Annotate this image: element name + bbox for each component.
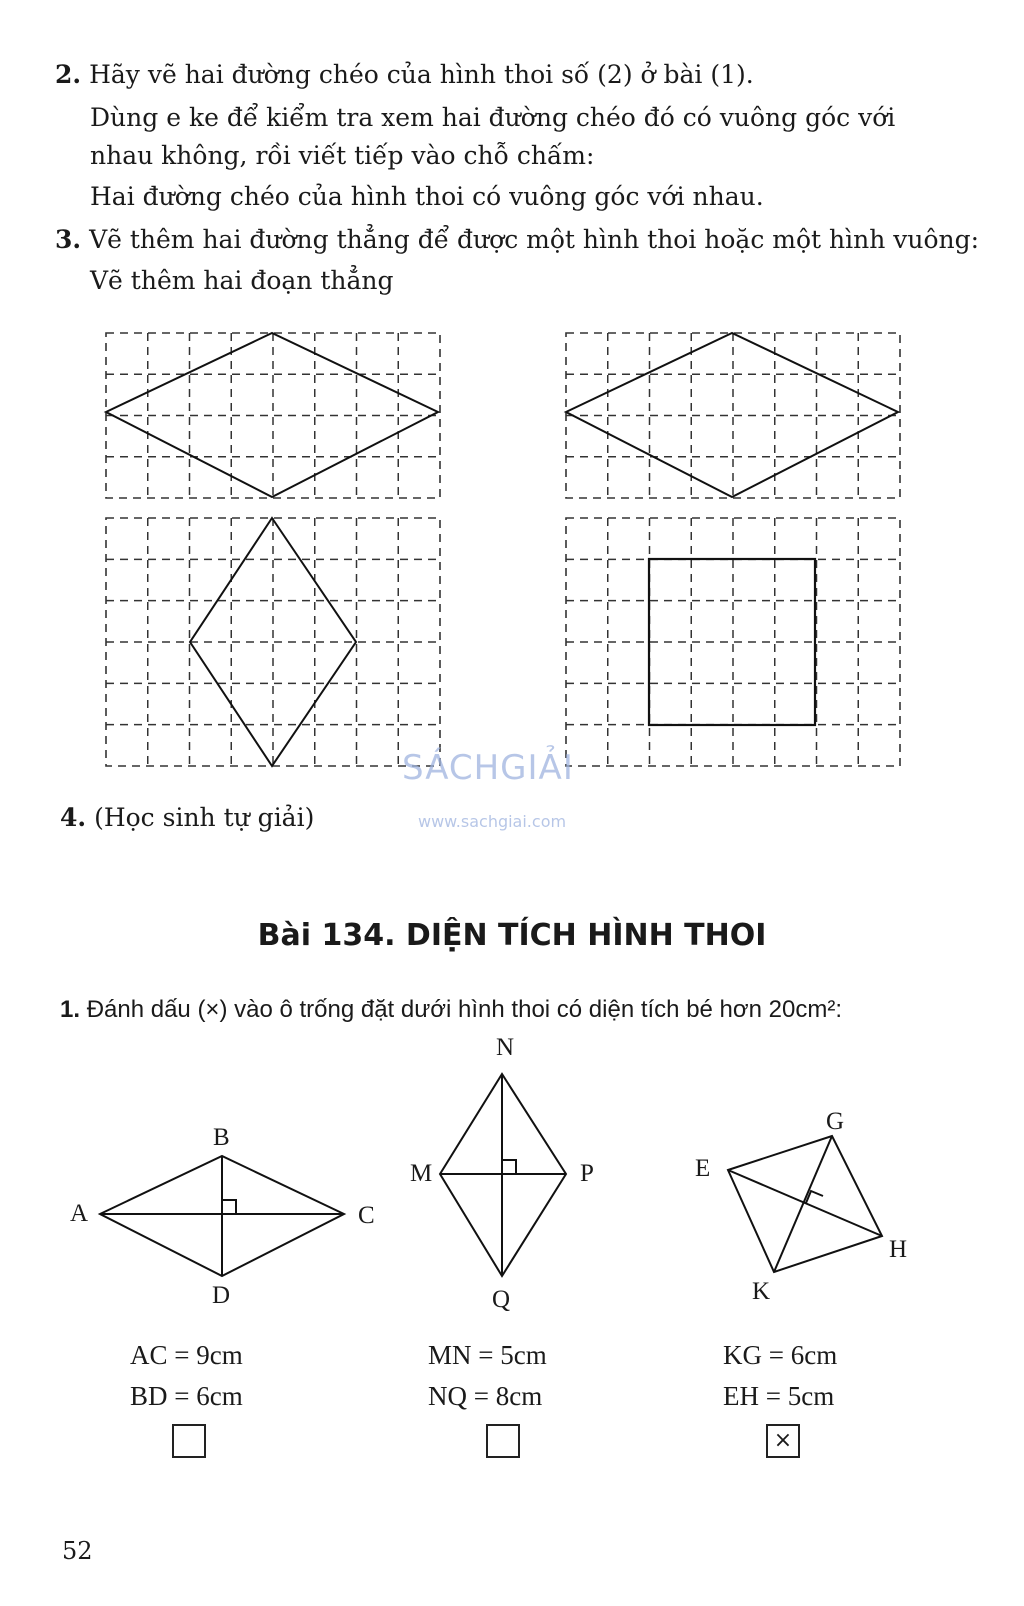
grid-figures <box>0 0 1024 800</box>
vertex-label-a: A <box>70 1200 89 1227</box>
exercise-4-number: 4. <box>60 803 87 832</box>
vertex-label-e: E <box>695 1155 711 1182</box>
grid-top-right <box>566 333 900 498</box>
answer-box-abcd[interactable] <box>172 1424 206 1458</box>
exercise-3-text-1: Vẽ thêm hai đường thẳng để được một hình thoi hoặc một hình vuông: <box>89 225 980 254</box>
lesson-title: Bài 134. DIỆN TÍCH HÌNH THOI <box>257 918 767 953</box>
vertex-label-n: N <box>496 1034 515 1061</box>
question-1-text: Đánh dấu (×) vào ô trống đặt dưới hình thoi có diện tích bé hơn 20cm²: <box>86 996 843 1023</box>
page-number: 52 <box>62 1537 93 1565</box>
rhombus-eghk <box>728 1136 882 1272</box>
answer-box-mnpq[interactable] <box>486 1424 520 1458</box>
vertex-label-q: Q <box>492 1286 511 1313</box>
vertex-label-p: P <box>580 1160 594 1187</box>
vertex-label-h: H <box>889 1236 908 1263</box>
answer-box-eghk[interactable]: × <box>766 1424 800 1458</box>
exercise-2-number: 2. <box>55 60 82 89</box>
exercise-4-text: (Học sinh tự giải) <box>94 803 315 832</box>
exercise-3-line-2: Vẽ thêm hai đoạn thẳng <box>90 266 394 295</box>
vertex-label-c: C <box>358 1202 375 1229</box>
measure-ac: AC = 9cm <box>130 1340 243 1370</box>
watermark-url: www.sachgiai.com <box>418 812 567 831</box>
grid-bottom-right <box>566 518 900 766</box>
exercise-2-text-1: Hãy vẽ hai đường chéo của hình thoi số (2) ở bài (1). <box>89 60 754 89</box>
exercise-2-line-2: Dùng e ke để kiểm tra xem hai đường chéo đó có vuông góc với <box>90 103 896 132</box>
exercise-2-answer: Hai đường chéo của hình thoi có vuông góc với nhau. <box>90 182 764 211</box>
watermark-logo: SÁCHGIẢI <box>402 748 574 788</box>
exercise-3-number: 3. <box>55 225 82 254</box>
measure-eh: EH = 5cm <box>723 1381 835 1411</box>
exercise-4 <box>60 803 314 832</box>
exercise-2-line-3: nhau không, rồi viết tiếp vào chỗ chấm: <box>90 141 595 170</box>
vertex-label-d: D <box>212 1282 231 1309</box>
measure-bd: BD = 6cm <box>130 1381 243 1411</box>
grid-top-left <box>106 333 440 498</box>
vertex-label-k: K <box>752 1278 771 1305</box>
measure-kg: KG = 6cm <box>723 1340 838 1370</box>
question-1-number: 1. <box>60 996 81 1023</box>
question-1 <box>60 996 842 1024</box>
vertex-label-m: M <box>410 1160 433 1187</box>
grid-bottom-left <box>106 518 440 766</box>
vertex-label-b: B <box>213 1124 230 1151</box>
vertex-label-g: G <box>826 1108 845 1135</box>
measure-mn: MN = 5cm <box>428 1340 547 1370</box>
measure-nq: NQ = 8cm <box>428 1381 543 1411</box>
rhombus-figures <box>0 1050 1024 1310</box>
rhombus-abcd <box>100 1156 344 1276</box>
rhombus-mnpq <box>440 1074 566 1276</box>
